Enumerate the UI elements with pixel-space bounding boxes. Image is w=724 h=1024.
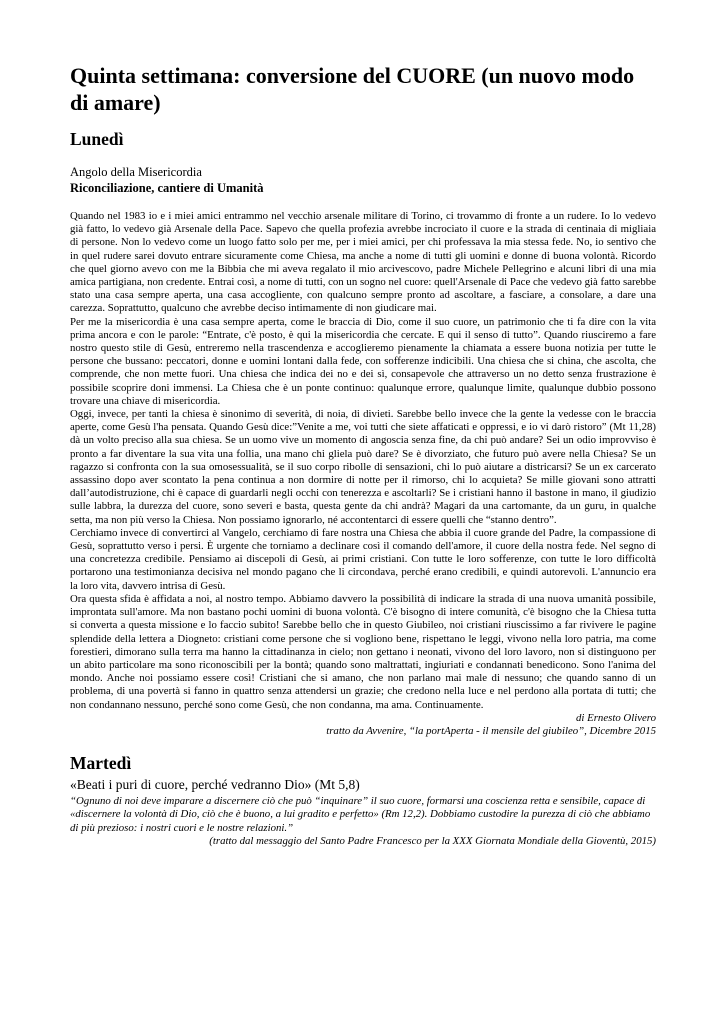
article-source: tratto da Avvenire, “la portAperta - il mensile del giubileo”, Dicembre 2015 — [326, 724, 656, 737]
article-paragraph: Oggi, invece, per tanti la chiesa è sinonimo di severità, di noia, di divieti. Sarebbe bello invece che la gente la vedesse con le braccia aperte, come Gesù l'ha pensata. Quando Gesù dice:”Venite a me, voi tutti che siete affaticati e oppressi, e io vi darò ristoro” (Mt 11,28) dà un volto preciso alla sua chiesa. Se un uomo vive un momento di angoscia senza fine, da chi può andare? Sei un odio improvviso è pronto a far diventare la sua vita una follia, una mano chi gliela può dare? Se è divorziato, che futuro può avere nella Chiesa? Se un ragazzo si confronta con la sua omosessualità, se il suo corpo ribolle di sensazioni, chi lo può aiutare a districarsi? Se un ex carcerato assassino dopo aver scontato la pena continua a non dormire di notte per il rimorso, chi lo acquieta? Se mille giovani sono attratti dall’autodistruzione, chi è capace di guardarli negli occhi con tenerezza e ascoltarli? Se i cristiani hanno il bastone in mano, il giudizio sulle labbra, la durezza del cuore, sono severi e basta, questa gente da chi andrà? Magari da una cartomante, da un guru, in qualche setta, ma non più verso la Chiesa. Non possiamo ignorarlo, né accontentarci di essere quelli che “stanno dentro”. — [70, 408, 656, 526]
section-label: Angolo della Misericordia — [70, 165, 202, 179]
document-page — [70, 62, 656, 848]
article-paragraph: Quando nel 1983 io e i miei amici entrammo nel vecchio arsenale militare di Torino, ci trovammo di fronte a un rudere. Io lo vedevo già fatto, lo vedevo già Arsenale della Pace. Sapevo che quella profezia avrebbe incrociato il cuore e la strada di centinaia di migliaia di persone. Non lo vedevo come un luogo fatto solo per me, per i miei amici, per chi professava la mia stessa fede. No, io sentivo che in quel rudere sarei dovuto entrare sicuramente come Chiesa, ma anche a nome di tutti gli uomini e donne di buona volontà. Ricordo che quel giorno avevo con me la Bibbia che mi aveva regalato il mio arcivescovo, padre Michele Pellegrino e alcuni libri di una mia amica partigiana, non credente. Entrai così, a nome di tutti, con un sogno nel cuore: quell'Arsenale di Pace che vedevo già fatto sarebbe stato una casa sempre aperta, una casa accogliente, con qualcuno sempre pronto ad ascoltare, a fasciare, a consolare, a dare una carezza. Soprattutto, qualcuno che avrebbe deciso intimamente di non giudicare mai. — [70, 210, 656, 315]
day-heading-monday: Lunedì — [70, 129, 124, 149]
quote-text: “Ognuno di noi deve imparare a discernere ciò che può “inquinare” il suo cuore, formarsi una coscienza retta e sensibile, capace di «discernere la volontà di Dio, ciò che è buono, a lui gradito e perfetto» (Rm 12,2). Dobbiamo custodire la purezza di ciò che abbiamo di più prezioso: i nostri cuori e le nostre relazioni.” — [70, 795, 651, 834]
article-body — [70, 210, 656, 712]
article-paragraph: Per me la misericordia è una casa sempre aperta, come le braccia di Dio, come il suo cuore, un patrimonio che ti fa dire con la vita prima ancora e con le parole: “Entrate, c'è posto, è qui la misericordia che cercate. E qui il senso di tutto”. Quando riusciremo a fare nostro questo stile di Gesù, entreremo nella trascendenza e accoglieremo pienamente la chiamata a essere buona notizia per tutte le persone che bussano: peccatori, donne e uomini lontani dalla fede, con sofferenze indicibili. Una chiesa che si china, che ascolta, che comprende, che non mette fuori. Una chiesa che indica dei no e dei sì, consapevole che attraverso un no detto senza frustrazione è possibile scoprire doni immensi. La Chiesa che è un ponte continuo: qualunque errore, qualunque limite, qualunque dubbio possono trovare una chiave di misericordia. — [70, 315, 656, 407]
beatitude-title: «Beati i puri di cuore, perché vedranno Dio» (Mt 5,8) — [70, 777, 360, 793]
article-paragraph: Ora questa sfida è affidata a noi, al nostro tempo. Abbiamo davvero la possibilità di indicare la strada di una nuova umanità possibile, improntata sull'amore. Ma non bastano pochi uomini di buona volontà. C'è bisogno di intere comunità, c'è bisogno che la Chiesa tutta si converta a questa missione e lo faccio subito! Sarebbe bello che in questo Giubileo, noi cristiani riuscissimo a far rivivere le pagine splendide della lettera a Diogneto: cristiani come persone che si vogliono bene, rispettano le leggi, vivono nella loro patria, ma come forestieri, dimorano sulla terra ma hanno la cittadinanza in cielo; non gettano i neonati, vivono del loro lavoro, non si distinguono per un abito particolare ma sono riconoscibili per la bontà; quando sono maltrattati, ingiuriati e condannati benedicono. Sono l'anima del mondo. Anche noi possiamo essere così! Cristiani che si amano, che non parlano mai male di nessuno; che quando sanno di un problema, di una povertà si fanno in quattro senza attendersi un grazie; che credono nella luce e nel perdono alla portata di tutti; che non condannano nessuno, perché sono come Gesù, che non condanna, ma ama. Continuamente. — [70, 592, 656, 711]
day-heading-tuesday: Martedì — [70, 753, 132, 774]
section-subtitle: Riconciliazione, cantiere di Umanità — [70, 181, 264, 195]
page-title: Quinta settimana: conversione del CUORE (un nuovo modo di amare) — [70, 63, 635, 115]
article-paragraph: Cerchiamo invece di convertirci al Vangelo, cerchiamo di fare nostra una Chiesa che abbia il cuore grande del Padre, la compassione di Gesù, soprattutto verso i persi. È urgente che torniamo a declinare così il comando dell'amore, il cuore della nostra fede. Nel segno di una concretezza credibile. Pensiamo ai discepoli di Gesù, ai primi cristiani. Con tutte le loro sofferenze, con tutte le loro difficoltà portarono una testimonianza decisiva nel mondo pagano che li circondava, perché erano credibili, e quindi autorevoli. L'annuncio era la loro vita, davvero intrisa di Gesù. — [70, 526, 656, 592]
article-author: di Ernesto Olivero — [576, 711, 656, 724]
quote-source: (tratto dal messaggio del Santo Padre Francesco per la XXX Giornata Mondiale della Gioventù, 2015) — [209, 834, 656, 847]
